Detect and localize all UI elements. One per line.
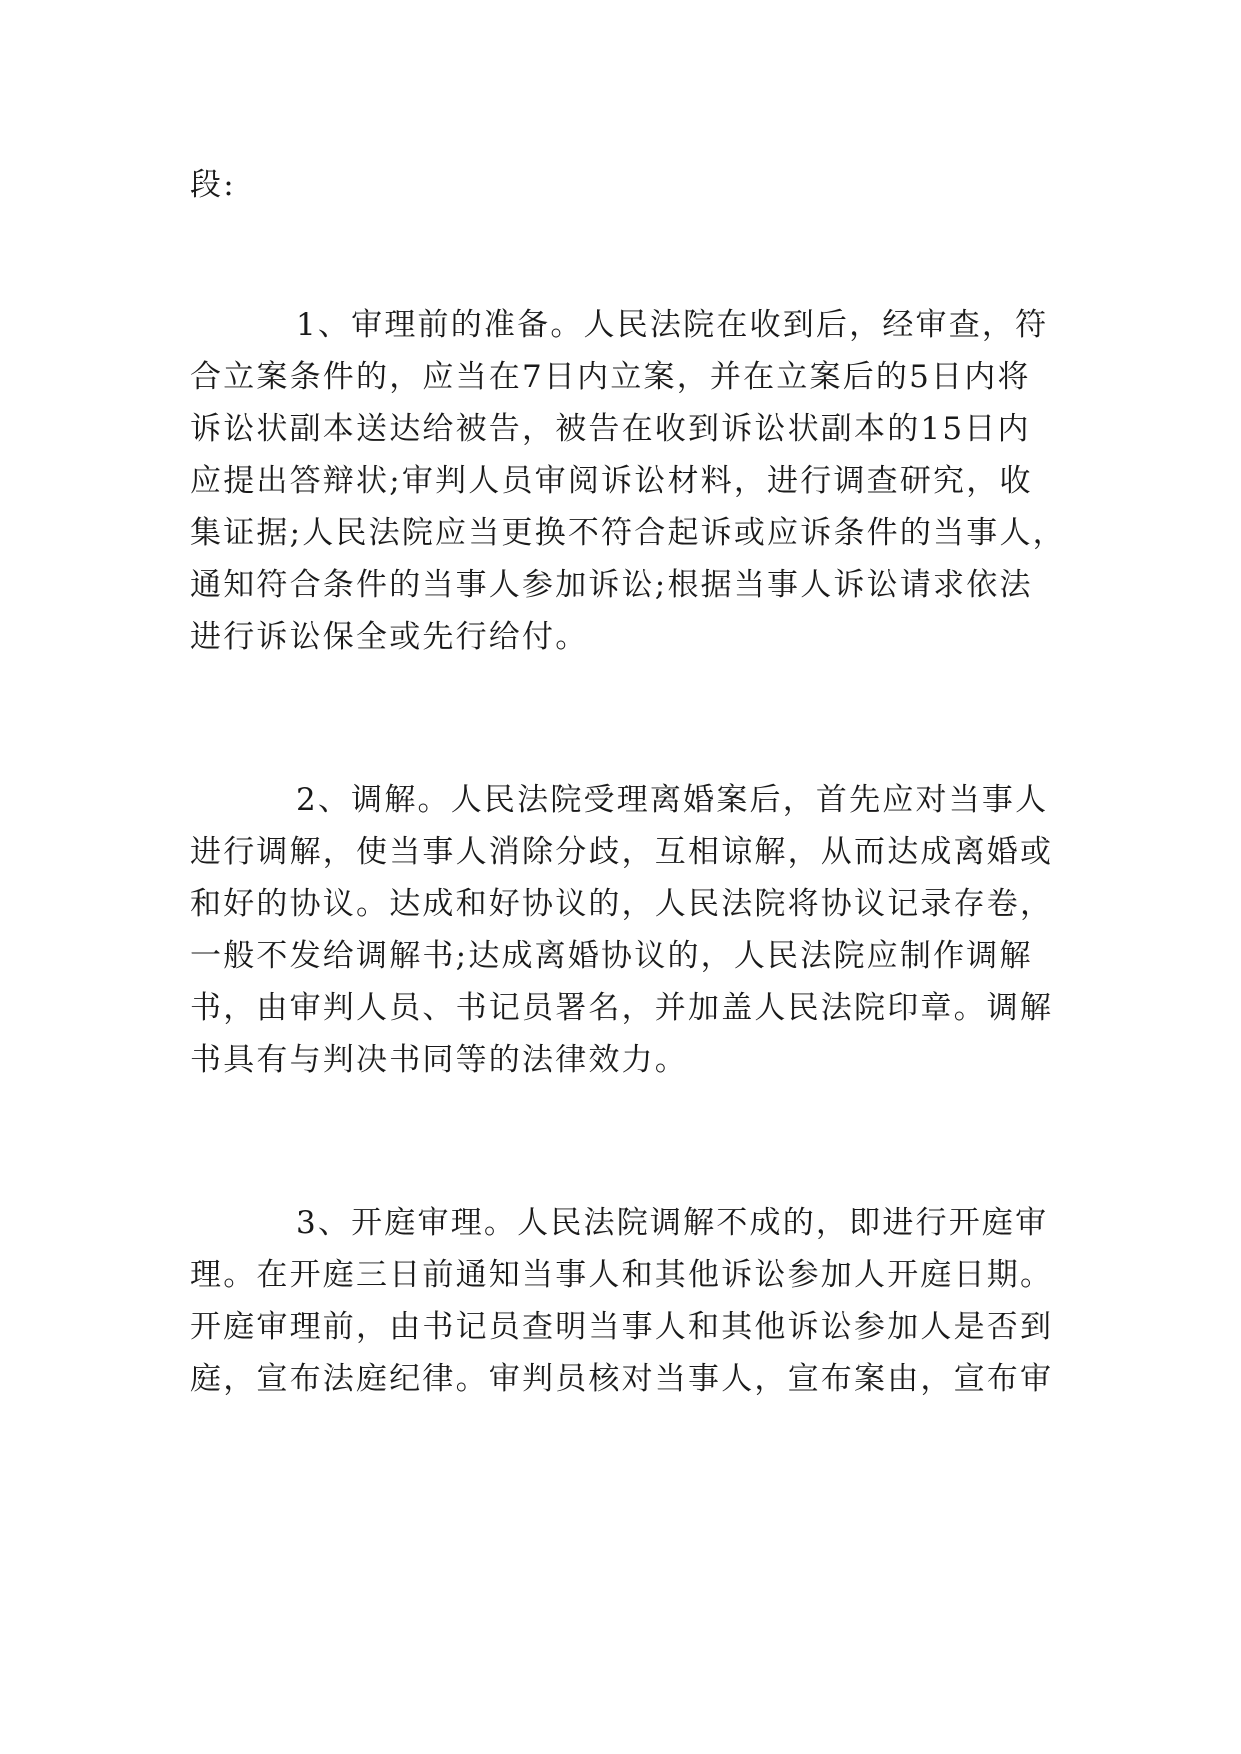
text-line: 3、开庭审理。人民法院调解不成的，即进行开庭审 [296, 1205, 1049, 1241]
text-line: 一般不发给调解书;达成离婚协议的，人民法院应制作调解 [190, 938, 1033, 974]
text-line: 书，由审判人员、书记员署名，并加盖人民法院印章。调解 [190, 990, 1054, 1026]
text-line: 理。在开庭三日前通知当事人和其他诉讼参加人开庭日期。 [190, 1257, 1054, 1293]
text-line: 书具有与判决书同等的法律效力。 [190, 1042, 688, 1078]
text-line: 应提出答辩状;审判人员审阅诉讼材料，进行调查研究，收 [190, 463, 1033, 499]
text-line: 合立案条件的，应当在7日内立案，并在立案后的5日内将 [190, 359, 1031, 395]
text-line: 庭，宣布法庭纪律。审判员核对当事人，宣布案由，宣布审 [190, 1361, 1054, 1397]
text-line: 段: [190, 167, 236, 203]
text-line: 1、审理前的准备。人民法院在收到后，经审查，符 [296, 307, 1049, 343]
text-line: 进行诉讼保全或先行给付。 [190, 619, 589, 655]
text-line: 通知符合条件的当事人参加诉讼;根据当事人诉讼请求依法 [190, 567, 1033, 603]
text-line: 开庭审理前，由书记员查明当事人和其他诉讼参加人是否到 [190, 1309, 1054, 1345]
text-line: 集证据;人民法院应当更换不符合起诉或应诉条件的当事人， [190, 515, 1066, 551]
text-line: 进行调解，使当事人消除分歧，互相谅解，从而达成离婚或 [190, 834, 1054, 870]
text-line: 和好的协议。达成和好协议的，人民法院将协议记录存卷， [190, 886, 1054, 922]
text-line: 诉讼状副本送达给被告，被告在收到诉讼状副本的15日内 [190, 411, 1031, 447]
text-line: 2、调解。人民法院受理离婚案后，首先应对当事人 [296, 782, 1049, 818]
